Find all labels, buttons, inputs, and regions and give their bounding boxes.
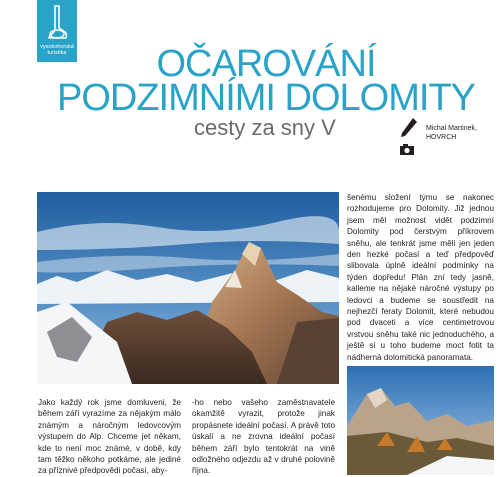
camera-icon: [400, 144, 414, 155]
article-column-1: [38, 397, 181, 477]
author-affiliation: HOVRCH: [426, 134, 457, 141]
author-credit: [426, 124, 496, 142]
article-column-2: [192, 397, 335, 477]
small-mountain-photo: [347, 366, 494, 475]
article-subtitle: cesty za sny V: [194, 115, 336, 140]
article-paragraph: -ho nebo vašeho zaměstnavatele okamžitě vyrazit, protože jinak propásnete ideální počasí. A právě toto úskalí a ne zrovna ideální počasí během září bylo tentokrát na vině odložného odjezdu až v druhé polovině října.: [192, 398, 335, 476]
main-mountain-photo: [37, 192, 339, 384]
author-name: Michal Martinek,: [426, 125, 477, 132]
article-column-3: [347, 192, 494, 363]
author-icons: [398, 116, 420, 161]
pen-icon: [401, 118, 417, 137]
section-label: vysokohorská turistika: [40, 44, 74, 56]
article-title-line2: PODZIMNÍMI DOLOMITY: [57, 77, 475, 119]
article-title-line1: OČAROVÁNÍ: [156, 43, 376, 85]
article-paragraph: Jako každý rok jsme domluveni, že během září vyrazíme za nějakým málo známým a náročným ledovcovým výstupem do Alp. Chceme jet někam, kde to není moc známé, v době, kdy tam těžko někoho potkáme, ale jediné za příznivé předpovědi počasí, aby-: [38, 398, 181, 476]
article-paragraph: šenému složení týmu se nakonec rozhodujeme pro Dolomity. Již jednou jsem měl možnost vidět podzimní Dolomity pod čerstvým příkrovem sněhu, ale tenkrát jsme měli jen jeden den hezké počasí a teď předpověď slibovala úplně ideální podmínky na týden dopředu! Plán zní tedy jasně, kalleme na nějaké náročné výstupy po ledovci a budeme se soustředit na nejhezčí feraty Dolomit, které nebudou pod dvaceti a více centimetrovou vrstvou sněhu také nic jednoduchého, a ještě si u toho budeme moct fotit ta nádherná dolomitická panoramata.: [347, 193, 494, 362]
shoe-icon: [45, 4, 69, 42]
